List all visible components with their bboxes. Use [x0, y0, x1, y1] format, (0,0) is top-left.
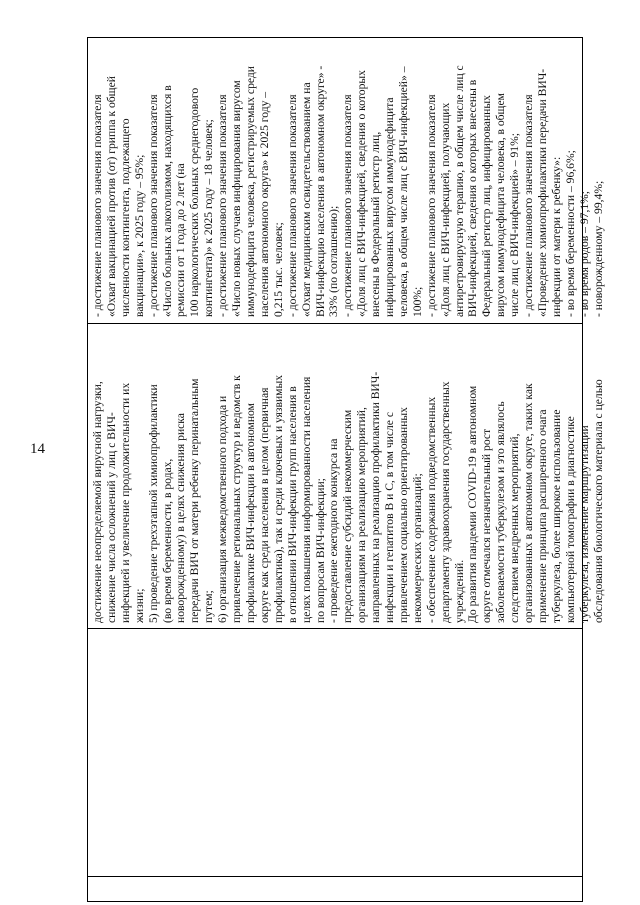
text-line: применение принципа расширенного очага [536, 409, 549, 623]
text-line: округе отмечался незначительный рост [480, 428, 494, 623]
text-line: - достижение планового значения показателя [424, 94, 438, 317]
text-line: профилактике ВИЧ-инфекции в автономном [243, 403, 257, 623]
text-line: - достижение планового значения показателя [341, 94, 355, 317]
text-line: внесены в Федеральный регистр лиц, [369, 131, 383, 317]
text-line: организациям на реализацию мероприятий, [355, 407, 369, 623]
column-divider [88, 876, 582, 877]
text-line: инфекции от матери к ребенку»: [549, 156, 563, 317]
text-line: - достижение планового значения показателя [285, 94, 299, 317]
text-line: организованных в автономном округе, таких как [522, 383, 536, 623]
text-line: предоставление субсидий некоммерческим [341, 409, 355, 623]
text-line: 33% (по соглашению); [327, 205, 341, 317]
text-line: «Число новых случаев инфицирования вирусом [230, 80, 244, 317]
text-line: путем; [202, 590, 216, 623]
text-line: - достижение планового значения показателя [146, 94, 160, 317]
text-line: «Доля лиц с ВИЧ-инфекцией, сведения о которых [355, 70, 369, 317]
text-line: департаменту здравоохранения государственных [438, 381, 452, 623]
text-line: «Доля лиц с ВИЧ-инфекцией, получающих [438, 102, 452, 317]
text-line: передачи ВИЧ от матери ребенку перинатальным [188, 378, 202, 623]
text-line: инфицированных вирусом иммунодефицита [383, 97, 397, 317]
text-line: (во время беременности, в родах, [160, 458, 174, 623]
text-line: по вопросам ВИЧ-инфекции; [313, 478, 327, 623]
text-line: направленных на реализацию профилактики ВИЧ- [369, 371, 383, 623]
text-line: антиретровирусную терапию, в общем числе лиц с [452, 65, 466, 317]
text-line: новорожденному) в целях снижения риска [174, 413, 188, 623]
document-table [87, 37, 605, 902]
text-line: «Охват вакцинацией против (от) гриппа к общей [104, 76, 118, 317]
text-line: - достижение планового значения показателя [91, 94, 104, 317]
text-line: иммунодефицита человека, регистрируемых среди [243, 66, 257, 317]
text-line: населения автономного округа» к 2025 году – [257, 91, 271, 317]
text-line: - проведение ежегодного конкурса на [327, 438, 341, 623]
text-line: человека, в общем числе лиц с ВИЧ-инфекцией» – [396, 66, 410, 317]
text-line: вирусом иммунодефицита человека, в общем [494, 93, 508, 317]
column-divider [88, 628, 582, 629]
text-line: - новорожденному – 99,4%; [591, 180, 605, 317]
text-line: - обеспечение содержания подведомственных [424, 396, 438, 623]
text-line: привлечением социально ориентированных [396, 407, 410, 623]
text-line: следствием внедренных мероприятий, [508, 433, 522, 623]
text-line: - достижение планового значения показателя [522, 94, 536, 317]
text-line: 0,215 тыс. человек; [271, 222, 285, 317]
text-line: ремиссии от 1 года до 2 лет (на [174, 163, 188, 317]
text-line: инфекцией и увеличение продолжительности их [118, 382, 132, 623]
text-line: вакцинации», к 2025 году – 95%; [132, 154, 146, 317]
text-line: достижение неопределяемой вирусной нагрузки, [91, 381, 104, 623]
text-line: целях повышения информированности населения [299, 376, 313, 623]
text-line: - во время родов – 97,1%; [577, 190, 591, 317]
text-line: 6) организация межведомственного подхода и [216, 395, 230, 623]
text-line: жизни; [132, 588, 146, 623]
text-line: округе как среди населения в целом (первичная [257, 387, 271, 623]
indicators-column [91, 37, 605, 317]
text-line: «Проведение химиопрофилактики передачи ВИЧ- [536, 68, 549, 317]
text-line: 100 наркологических больных среднегодового [188, 87, 202, 317]
measures-column [91, 328, 605, 623]
text-line: туберкулеза, изменение маршрутизации [577, 425, 591, 623]
text-line: До развития пандемии COVID-19 в автономном [466, 385, 480, 623]
text-line: привлечение региональных структур и ведомств к [230, 375, 244, 623]
text-line: Федеральный регистр лиц, инфицированных [480, 95, 494, 317]
text-line: инфекции и гепатитов В и С, в том числе с [383, 412, 397, 623]
text-line: туберкулеза, более широкое использование [549, 409, 563, 623]
text-line: численности контингента, подлежащего [118, 118, 132, 317]
text-line: - достижение планового значения показателя [216, 94, 230, 317]
text-line: 100%; [410, 286, 424, 317]
text-line: некоммерческих организаций; [410, 473, 424, 623]
text-line: 5) проведение трехэтапной химиопрофилактики [146, 384, 160, 623]
text-line: снижение числа осложнений у лиц с ВИЧ- [104, 412, 118, 623]
page-number: 14 [30, 441, 45, 457]
text-line: в отношении ВИЧ-инфекции групп населения в [285, 386, 299, 623]
text-line: компьютерной томографии в диагностике [563, 416, 577, 623]
text-line: «Число больных алкоголизмом, находящихся в [160, 85, 174, 317]
text-line: учреждений. [452, 559, 466, 623]
text-line: ВИЧ-инфекцией, сведения о которых внесены в [466, 79, 480, 317]
column-divider [88, 323, 582, 324]
text-line: - во время беременности – 96,6%; [563, 150, 577, 317]
text-line: «Охват медицинским освидетельствованием на [299, 82, 313, 317]
text-line: контингента)» к 2025 году – 18 человек; [202, 119, 216, 317]
text-line: заболеваемости туберкулезом и это являлось [494, 401, 508, 623]
text-line: обследования биологического материала с целью [591, 379, 605, 623]
text-line: числе лиц с ВИЧ-инфекцией» – 91%; [508, 133, 522, 317]
text-line: профилактика), так и среди ключевых и уязвимых [271, 374, 285, 623]
text-line: ВИЧ-инфекцию населения в автономном округе» - [313, 65, 327, 317]
